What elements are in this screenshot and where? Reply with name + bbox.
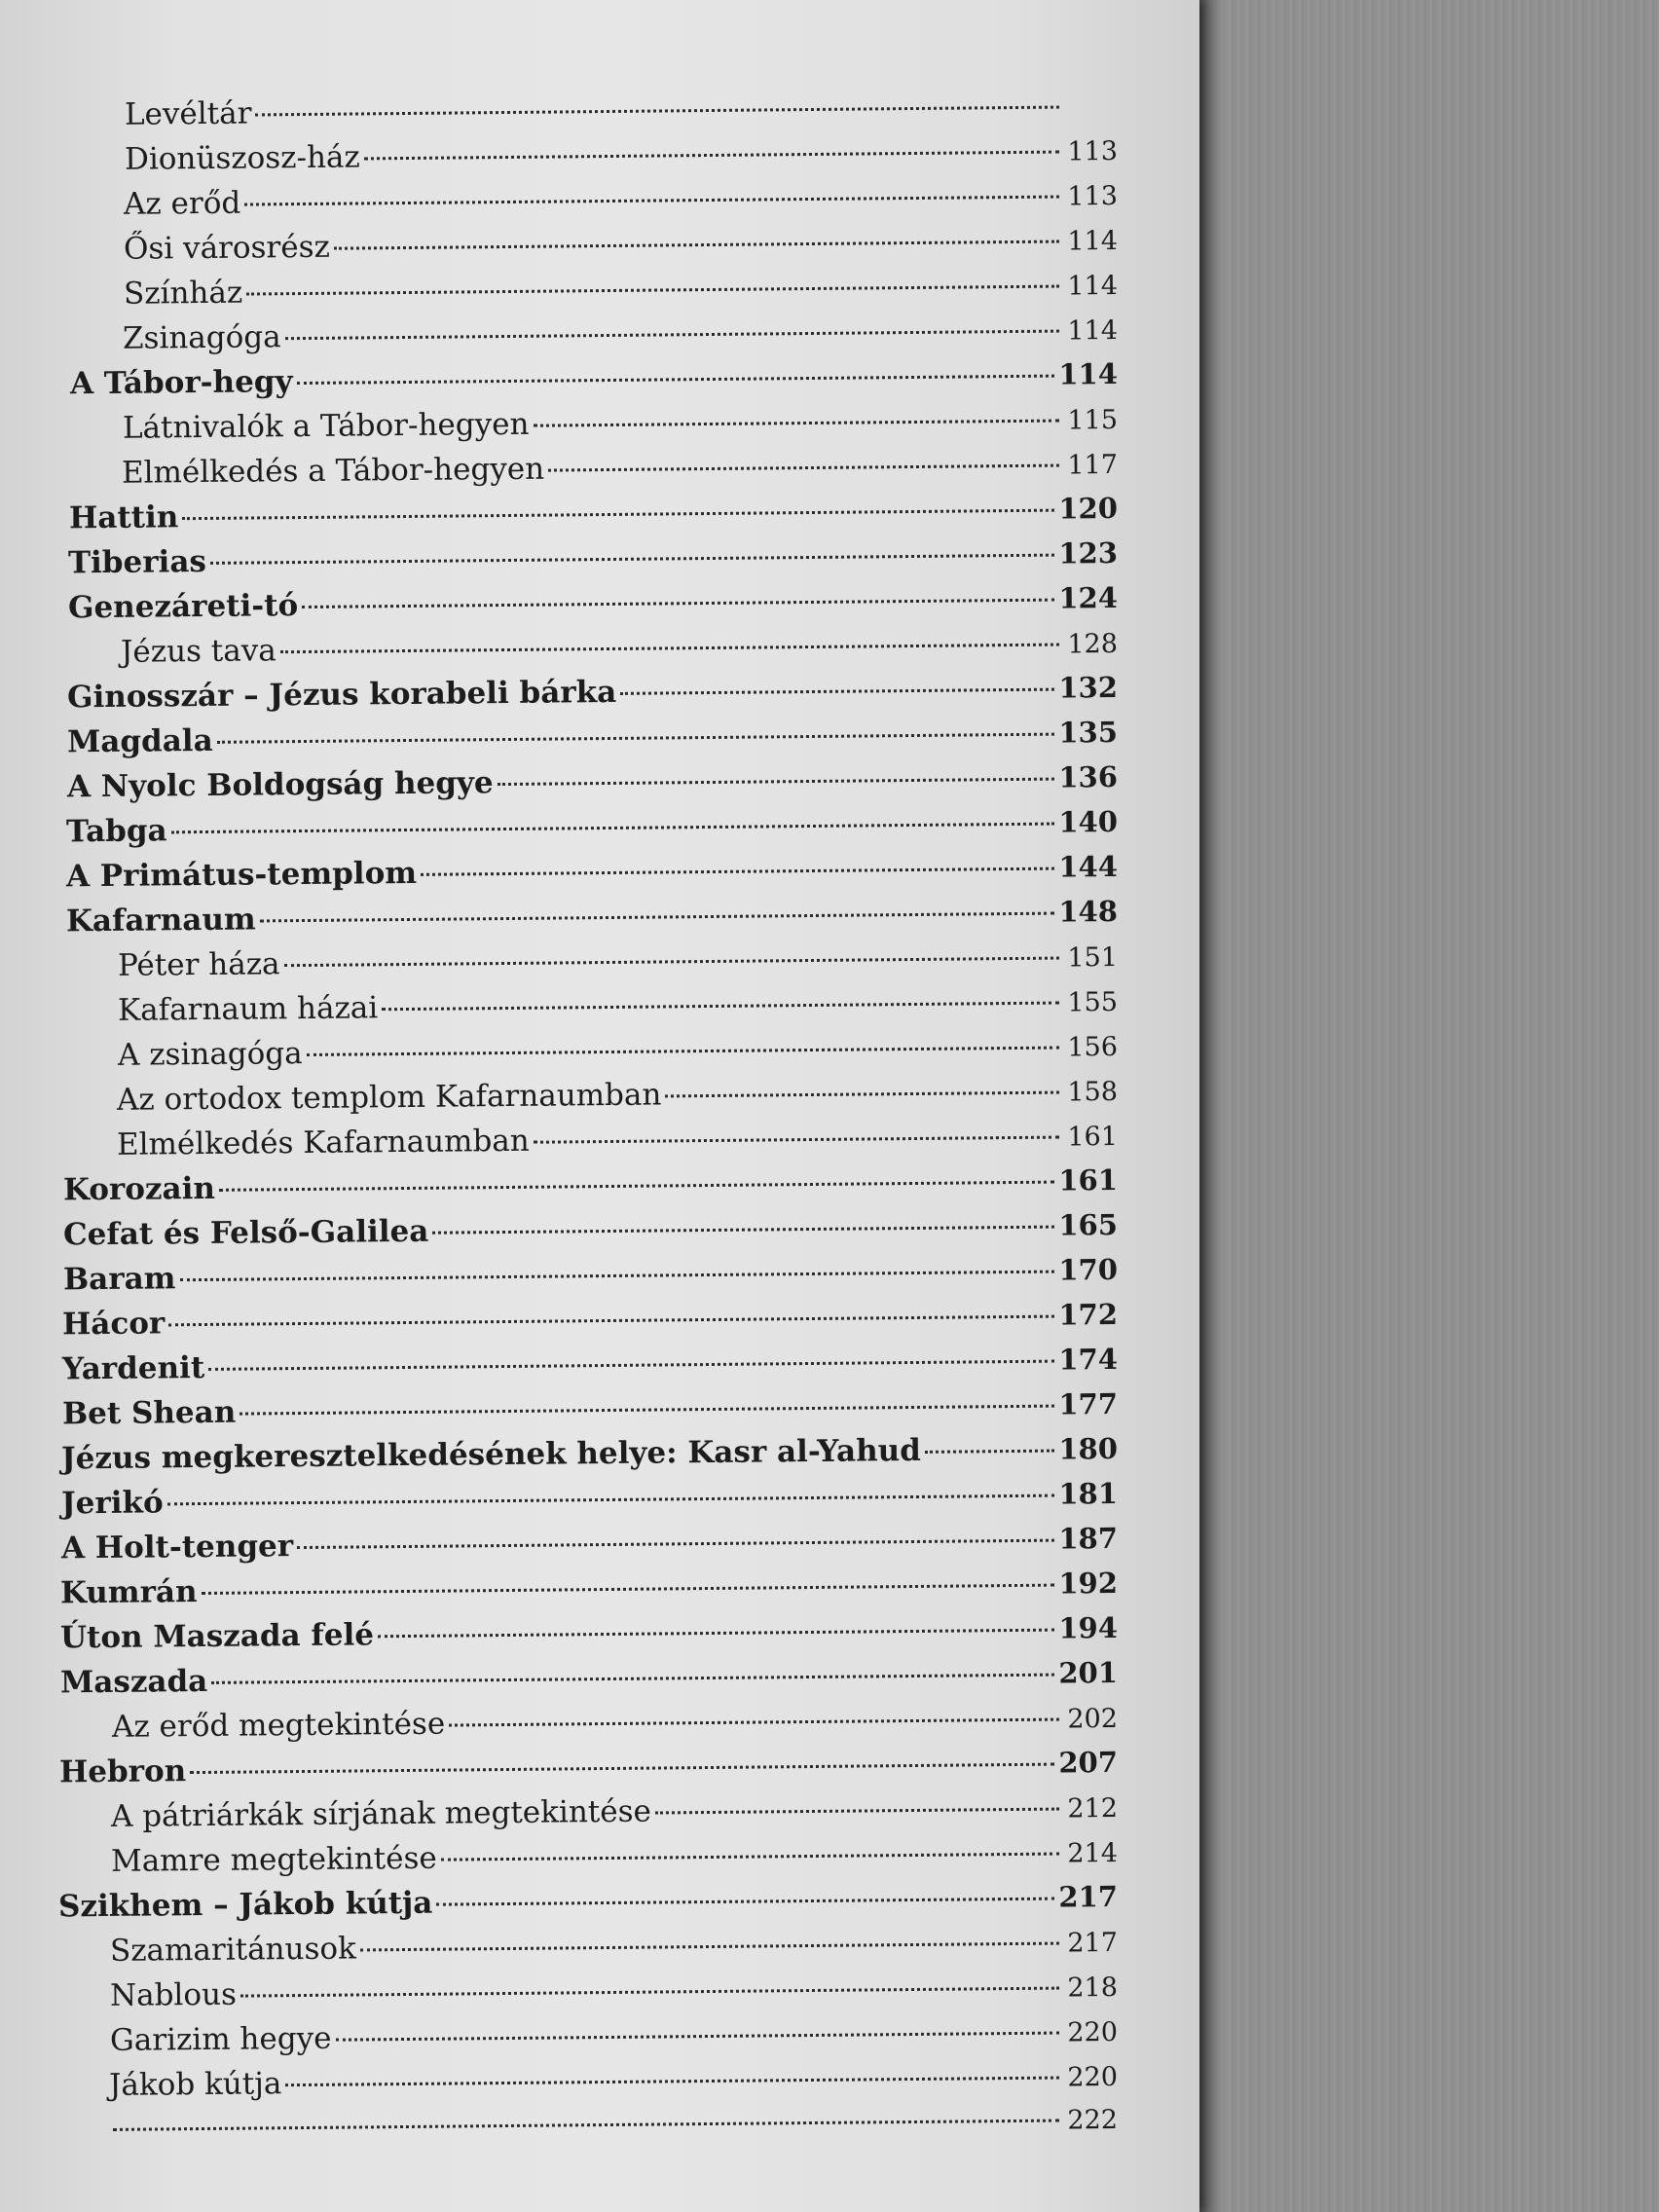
toc-entry-title: Korozain xyxy=(62,1170,216,1208)
toc-entry-page-number: 214 xyxy=(1067,1837,1119,1869)
toc-entry-title: Yardenit xyxy=(61,1349,205,1387)
dot-leader xyxy=(240,1405,1054,1416)
dot-leader xyxy=(421,867,1054,876)
dot-leader xyxy=(441,1853,1059,1862)
table-of-contents xyxy=(0,93,1199,2154)
toc-entry-title: Tabga xyxy=(65,813,167,850)
toc-entry-page-number: 172 xyxy=(1058,1297,1119,1332)
toc-entry-title: Színház xyxy=(123,275,243,312)
dot-leader xyxy=(182,509,1054,521)
toc-entry-page-number: 207 xyxy=(1058,1745,1119,1780)
toc-entry-title: Garizim hegye xyxy=(109,2020,332,2058)
dot-leader xyxy=(436,1898,1054,1906)
toc-entry-title: A Primátus-templom xyxy=(65,855,418,895)
toc-entry-page-number: 217 xyxy=(1067,1927,1119,1959)
toc-entry-page-number: 192 xyxy=(1058,1566,1119,1601)
dot-leader xyxy=(171,823,1055,834)
dot-leader xyxy=(925,1450,1055,1454)
toc-entry-page-number: 161 xyxy=(1058,1162,1119,1198)
toc-entry-title: Szamaritánusok xyxy=(109,1931,357,1969)
toc-entry-page-number: 181 xyxy=(1058,1476,1119,1511)
toc-entry-page-number: 128 xyxy=(1067,628,1119,660)
dot-leader xyxy=(284,957,1059,968)
toc-entry-page-number: 140 xyxy=(1058,804,1119,839)
toc-entry-title: Az erőd xyxy=(123,185,241,222)
toc-entry-page-number: 117 xyxy=(1067,449,1119,481)
dot-leader xyxy=(655,1808,1059,1815)
dot-leader xyxy=(217,733,1055,744)
dot-leader xyxy=(335,2032,1058,2042)
toc-entry-title: Hácor xyxy=(61,1306,166,1343)
dot-leader xyxy=(382,1002,1059,1012)
toc-entry-page-number: 170 xyxy=(1058,1252,1119,1287)
toc-entry-page-number: 187 xyxy=(1058,1521,1119,1556)
toc-entry-title: Látnivalók a Tábor-hegyen xyxy=(122,406,530,446)
dot-leader xyxy=(548,464,1059,472)
toc-entry-page-number: 161 xyxy=(1067,1121,1119,1153)
toc-entry-page-number: 202 xyxy=(1067,1703,1119,1735)
toc-entry-page-number: 115 xyxy=(1067,404,1119,436)
dot-leader xyxy=(113,2120,1059,2131)
dot-leader xyxy=(334,240,1059,250)
toc-entry-page-number: 113 xyxy=(1067,180,1119,212)
toc-entry-title: Jézus megkeresztelkedésének helye: Kasr al-Yahud xyxy=(60,1432,922,1477)
dot-leader xyxy=(211,1674,1054,1684)
dot-leader xyxy=(280,644,1059,654)
toc-entry-title: A zsinagóga xyxy=(117,1036,303,1073)
toc-entry-title: Úton Maszada felé xyxy=(59,1617,375,1656)
toc-entry-title: Jézus tava xyxy=(120,633,276,670)
toc-entry-title: Maszada xyxy=(59,1663,208,1701)
toc-entry-page-number: 155 xyxy=(1067,986,1119,1018)
dot-leader xyxy=(240,1987,1059,1998)
toc-entry-page-number: 132 xyxy=(1058,670,1119,705)
toc-entry-title: Kafarnaum xyxy=(65,902,256,940)
dot-leader xyxy=(285,330,1059,341)
toc-entry-page-number: 120 xyxy=(1058,491,1119,526)
toc-entry-page-number: 144 xyxy=(1058,849,1119,884)
toc-entry-page-number: 218 xyxy=(1067,1972,1119,2004)
toc-entry-page-number: 220 xyxy=(1067,2061,1119,2093)
toc-entry-page-number: 148 xyxy=(1058,894,1119,929)
toc-entry-page-number: 220 xyxy=(1067,2016,1119,2048)
dot-leader xyxy=(307,1047,1059,1056)
toc-entry-title: Kumrán xyxy=(59,1574,198,1611)
toc-entry-title: Cefat és Felső-Galilea xyxy=(62,1213,429,1253)
toc-entry-title: A Holt-tenger xyxy=(60,1529,294,1567)
dot-leader xyxy=(432,1226,1054,1235)
toc-entry-title: A Nyolc Boldogság hegye xyxy=(66,765,494,805)
dot-leader xyxy=(202,1584,1055,1595)
toc-entry-title: Genezáreti-tó xyxy=(67,588,299,626)
dot-leader xyxy=(168,1315,1054,1327)
toc-entry-page-number: 114 xyxy=(1067,225,1119,257)
toc-entry-title: Elmélkedés Kafarnaumban xyxy=(116,1123,530,1162)
toc-entry-title: Levéltár xyxy=(124,95,252,132)
toc-entry-title: Szikhem – Jákob kútja xyxy=(57,1885,433,1925)
toc-entry-title: Hattin xyxy=(68,499,179,536)
toc-entry-title: Nablous xyxy=(109,1976,238,2013)
toc-entry-page-number: 114 xyxy=(1067,314,1119,347)
toc-entry-title: Elmélkedés a Tábor-hegyen xyxy=(121,451,545,491)
toc-entry-page-number: 114 xyxy=(1067,270,1119,302)
dot-leader xyxy=(364,151,1059,161)
toc-entry-page-number: 151 xyxy=(1067,941,1119,974)
dot-leader xyxy=(297,1539,1054,1549)
dot-leader xyxy=(297,375,1055,385)
toc-entry-title: Hebron xyxy=(58,1753,187,1790)
toc-entry-title: Kafarnaum házai xyxy=(117,990,379,1028)
toc-entry-page-number xyxy=(1063,115,1118,116)
toc-entry-page-number: 222 xyxy=(1067,2104,1119,2136)
toc-entry-page-number: 194 xyxy=(1058,1610,1119,1645)
toc-entry-title: Zsinagóga xyxy=(122,319,281,356)
toc-entry-page-number: 158 xyxy=(1067,1076,1119,1108)
dot-leader xyxy=(244,196,1059,206)
toc-entry-page-number: 165 xyxy=(1058,1207,1119,1242)
toc-entry-page-number: 135 xyxy=(1058,715,1119,750)
toc-entry-page-number: 180 xyxy=(1058,1431,1119,1466)
toc-entry-title: A Tábor-hegy xyxy=(69,364,293,402)
dot-leader xyxy=(210,554,1055,565)
toc-entry-page-number: 201 xyxy=(1058,1655,1119,1690)
toc-entry-page-number: 113 xyxy=(1067,135,1119,167)
dot-leader xyxy=(208,1360,1054,1371)
toc-entry-title: Az ortodox templom Kafarnaumban xyxy=(116,1077,662,1118)
dot-leader xyxy=(534,1136,1059,1144)
toc-entry-title: Ősi városrész xyxy=(123,229,331,267)
dot-leader xyxy=(246,285,1059,296)
toc-entry-page-number: 174 xyxy=(1058,1342,1119,1377)
toc-entry-title: Bet Shean xyxy=(61,1394,237,1432)
dot-leader xyxy=(360,1942,1059,1952)
toc-entry-title: Mamre megtekintése xyxy=(110,1840,437,1879)
toc-entry-title: Ginosszár – Jézus korabeli bárka xyxy=(66,674,617,716)
toc-entry-page-number: 212 xyxy=(1067,1792,1119,1825)
toc-entry-page-number: 177 xyxy=(1058,1386,1119,1421)
toc-entry-title: Jákob kútja xyxy=(108,2066,282,2103)
toc-entry-page-number: 124 xyxy=(1058,580,1119,615)
dot-leader xyxy=(620,688,1054,695)
dot-leader xyxy=(449,1718,1059,1727)
toc-entry-title: Péter háza xyxy=(117,946,280,983)
dot-leader xyxy=(533,420,1059,427)
toc-entry-title: Dionüszosz-ház xyxy=(124,139,360,177)
dot-leader xyxy=(302,599,1054,608)
dot-leader xyxy=(255,106,1059,117)
dot-leader xyxy=(219,1181,1054,1192)
toc-entry-title: Magdala xyxy=(66,722,213,760)
toc-entry-title: Baram xyxy=(62,1261,176,1298)
dot-leader xyxy=(665,1091,1059,1098)
dot-leader xyxy=(378,1629,1054,1639)
dot-leader xyxy=(285,2077,1059,2087)
toc-entry-title: Tiberias xyxy=(67,543,207,581)
toc-entry-page-number: 217 xyxy=(1058,1879,1119,1914)
toc-entry-page-number: 114 xyxy=(1058,356,1119,391)
toc-entry-title: Az erőd megtekintése xyxy=(111,1706,446,1745)
dot-leader xyxy=(498,778,1055,786)
toc-entry-page-number: 123 xyxy=(1058,535,1119,571)
dot-leader xyxy=(190,1763,1054,1775)
dot-leader xyxy=(260,912,1055,923)
dot-leader xyxy=(167,1494,1055,1506)
toc-entry-page-number: 136 xyxy=(1058,759,1119,794)
dot-leader xyxy=(180,1271,1055,1282)
toc-entry-page-number: 156 xyxy=(1067,1031,1119,1063)
toc-entry-title: Jerikó xyxy=(60,1485,164,1522)
toc-entry-title: A pátriárkák sírjának megtekintése xyxy=(110,1793,652,1834)
